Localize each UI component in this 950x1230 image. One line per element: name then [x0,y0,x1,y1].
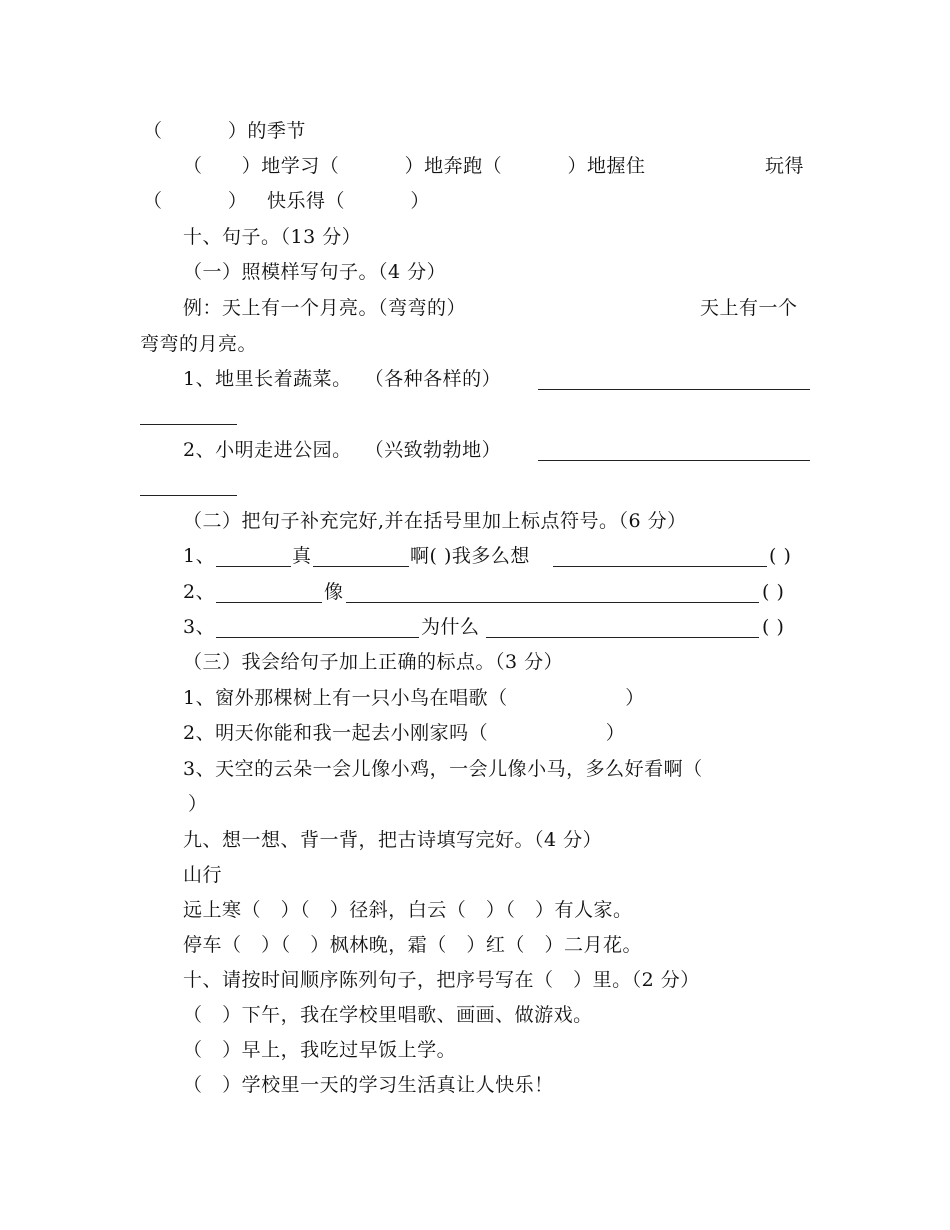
order-item: （ ）学校里一天的学习生活真让人快乐！ [183,1074,554,1096]
section-ten-heading: 十、句子。（13 分） [183,226,362,248]
q2-3-punct: ( ) [762,616,785,638]
poem-line-2: 停车（ ）（ ）枫林晚，霜（ ）红（ ）二月花。 [183,934,642,956]
subsection-three-heading: （三）我会给句子加上正确的标点。（3 分） [183,651,564,673]
q2-3-number: 3、 [183,616,216,638]
line-season: （ ）的季节 [143,120,306,142]
answer-blank[interactable] [538,389,810,390]
blank[interactable] [553,566,767,567]
q2-1-number: 1、 [183,545,216,567]
example-answer-cont: 弯弯的月亮。 [140,333,258,355]
q2-2-number: 2、 [183,581,216,603]
line-adverbs: （ ）地学习（ ）地奔跑（ ）地握住 [183,155,646,177]
q2-1-word: 真 [292,545,312,567]
line-adverbs-end: 玩得 [765,155,805,177]
q2-2-punct: ( ) [762,581,785,603]
order-item: （ ）下午，我在学校里唱歌、画画、做游戏。 [183,1004,593,1026]
answer-blank-cont[interactable] [140,424,237,425]
example-line: 例：天上有一个月亮。（弯弯的） [183,297,467,319]
poem-title: 山行 [183,864,223,886]
blank[interactable] [346,602,759,603]
line-happy: （ ） 快乐得（ ） [143,190,430,212]
q2-1-text: 啊( )我多么想 [410,545,530,567]
blank[interactable] [216,637,419,638]
blank[interactable] [313,566,409,567]
subsection-two-heading: （二）把句子补充完好,并在括号里加上标点符号。（6 分） [183,510,687,532]
question-one-two: 2、小明走进公园。 （兴致勃勃地） [183,439,502,461]
punctuation-q3-cont: ） [188,793,208,815]
q2-2-word: 像 [324,581,344,603]
answer-blank[interactable] [538,460,810,461]
punctuation-q2: 2、明天你能和我一起去小刚家吗（ ） [183,722,626,744]
poem-line-1: 远上寒（ ）（ ）径斜，白云（ ）（ ）有人家。 [183,899,633,921]
section-ten-order-heading: 十、请按时间顺序陈列句子，把序号写在（ ）里。（2 分） [183,969,700,991]
blank[interactable] [216,602,322,603]
question-one-one: 1、地里长着蔬菜。 （各种各样的） [183,368,502,390]
q2-3-word: 为什么 [421,616,480,638]
punctuation-q1: 1、窗外那棵树上有一只小鸟在唱歌（ ） [183,687,645,709]
blank[interactable] [486,637,759,638]
punctuation-q3: 3、天空的云朵一会儿像小鸡，一会儿像小马，多么好看啊（ [183,758,703,780]
q2-1-punct: ( ) [769,545,792,567]
example-answer: 天上有一个 [700,297,798,319]
subsection-one-heading: （一）照模样写句子。（4 分） [183,261,447,283]
order-item: （ ）早上，我吃过早饭上学。 [183,1039,457,1061]
section-nine-heading: 九、想一想、背一背，把古诗填写完好。（4 分） [183,829,603,851]
blank[interactable] [216,566,291,567]
answer-blank-cont[interactable] [140,495,237,496]
